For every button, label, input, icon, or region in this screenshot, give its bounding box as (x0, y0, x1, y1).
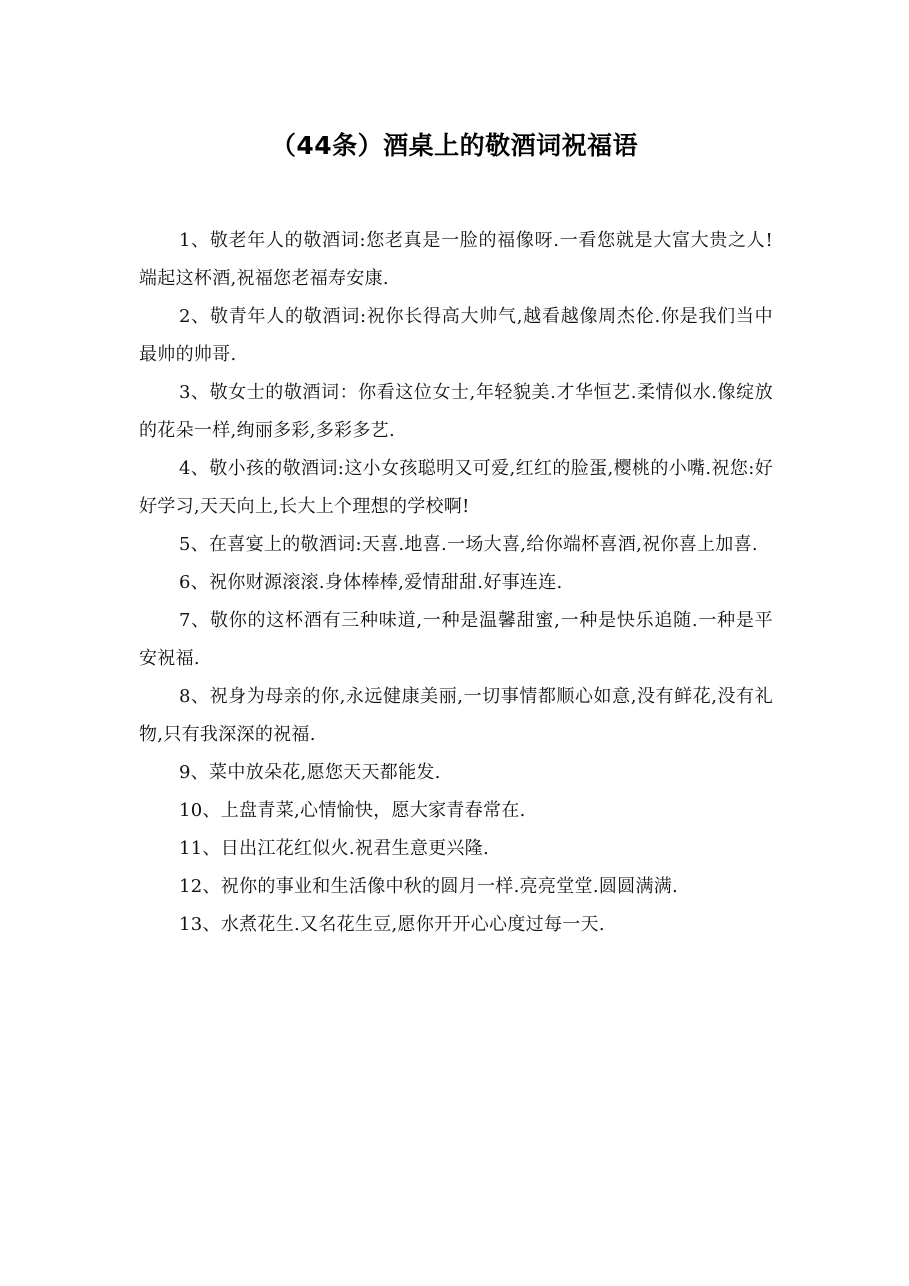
paragraph-1: 1、敬老年人的敬酒词:您老真是一脸的福像呀.一看您就是大富大贵之人!端起这杯酒,祝福您老福寿安康. (139, 230, 773, 289)
paragraph-12: 12、祝你的事业和生活像中秋的圆月一样.亮亮堂堂.圆圆满满. (179, 876, 679, 897)
paragraph-9: 9、菜中放朵花,愿您天天都能发. (179, 762, 441, 783)
paragraph-11: 11、日出江花红似火.祝君生意更兴隆. (179, 838, 490, 859)
paragraph-3: 3、敬女士的敬酒词：你看这位女士,年轻貌美.才华恒艺.柔情似水.像绽放的花朵一样,绚丽多彩,多彩多艺. (139, 382, 773, 441)
paragraph-7: 7、敬你的这杯酒有三种味道,一种是温馨甜蜜,一种是快乐追随.一种是平安祝福. (139, 610, 773, 669)
paragraph-2: 2、敬青年人的敬酒词:祝你长得高大帅气,越看越像周杰伦.你是我们当中最帅的帅哥. (139, 306, 773, 365)
paragraph-10: 10、上盘青菜,心情愉快，愿大家青春常在. (179, 800, 526, 821)
paragraph-8: 8、祝身为母亲的你,永远健康美丽,一切事情都顺心如意,没有鲜花,没有礼物,只有我深深的祝福. (139, 686, 773, 745)
document-body (139, 222, 773, 944)
paragraph-13: 13、水煮花生.又名花生豆,愿你开开心心度过每一天. (179, 914, 605, 935)
document-title: （44条）酒桌上的敬酒词祝福语 (270, 131, 639, 160)
paragraph-4: 4、敬小孩的敬酒词:这小女孩聪明又可爱,红红的脸蛋,樱桃的小嘴.祝您:好好学习,天天向上,长大上个理想的学校啊! (139, 458, 773, 517)
paragraph-6: 6、祝你财源滚滚.身体棒棒,爱情甜甜.好事连连. (179, 572, 563, 593)
paragraph-5: 5、在喜宴上的敬酒词:天喜.地喜.一场大喜,给你端杯喜酒,祝你喜上加喜. (179, 534, 758, 555)
